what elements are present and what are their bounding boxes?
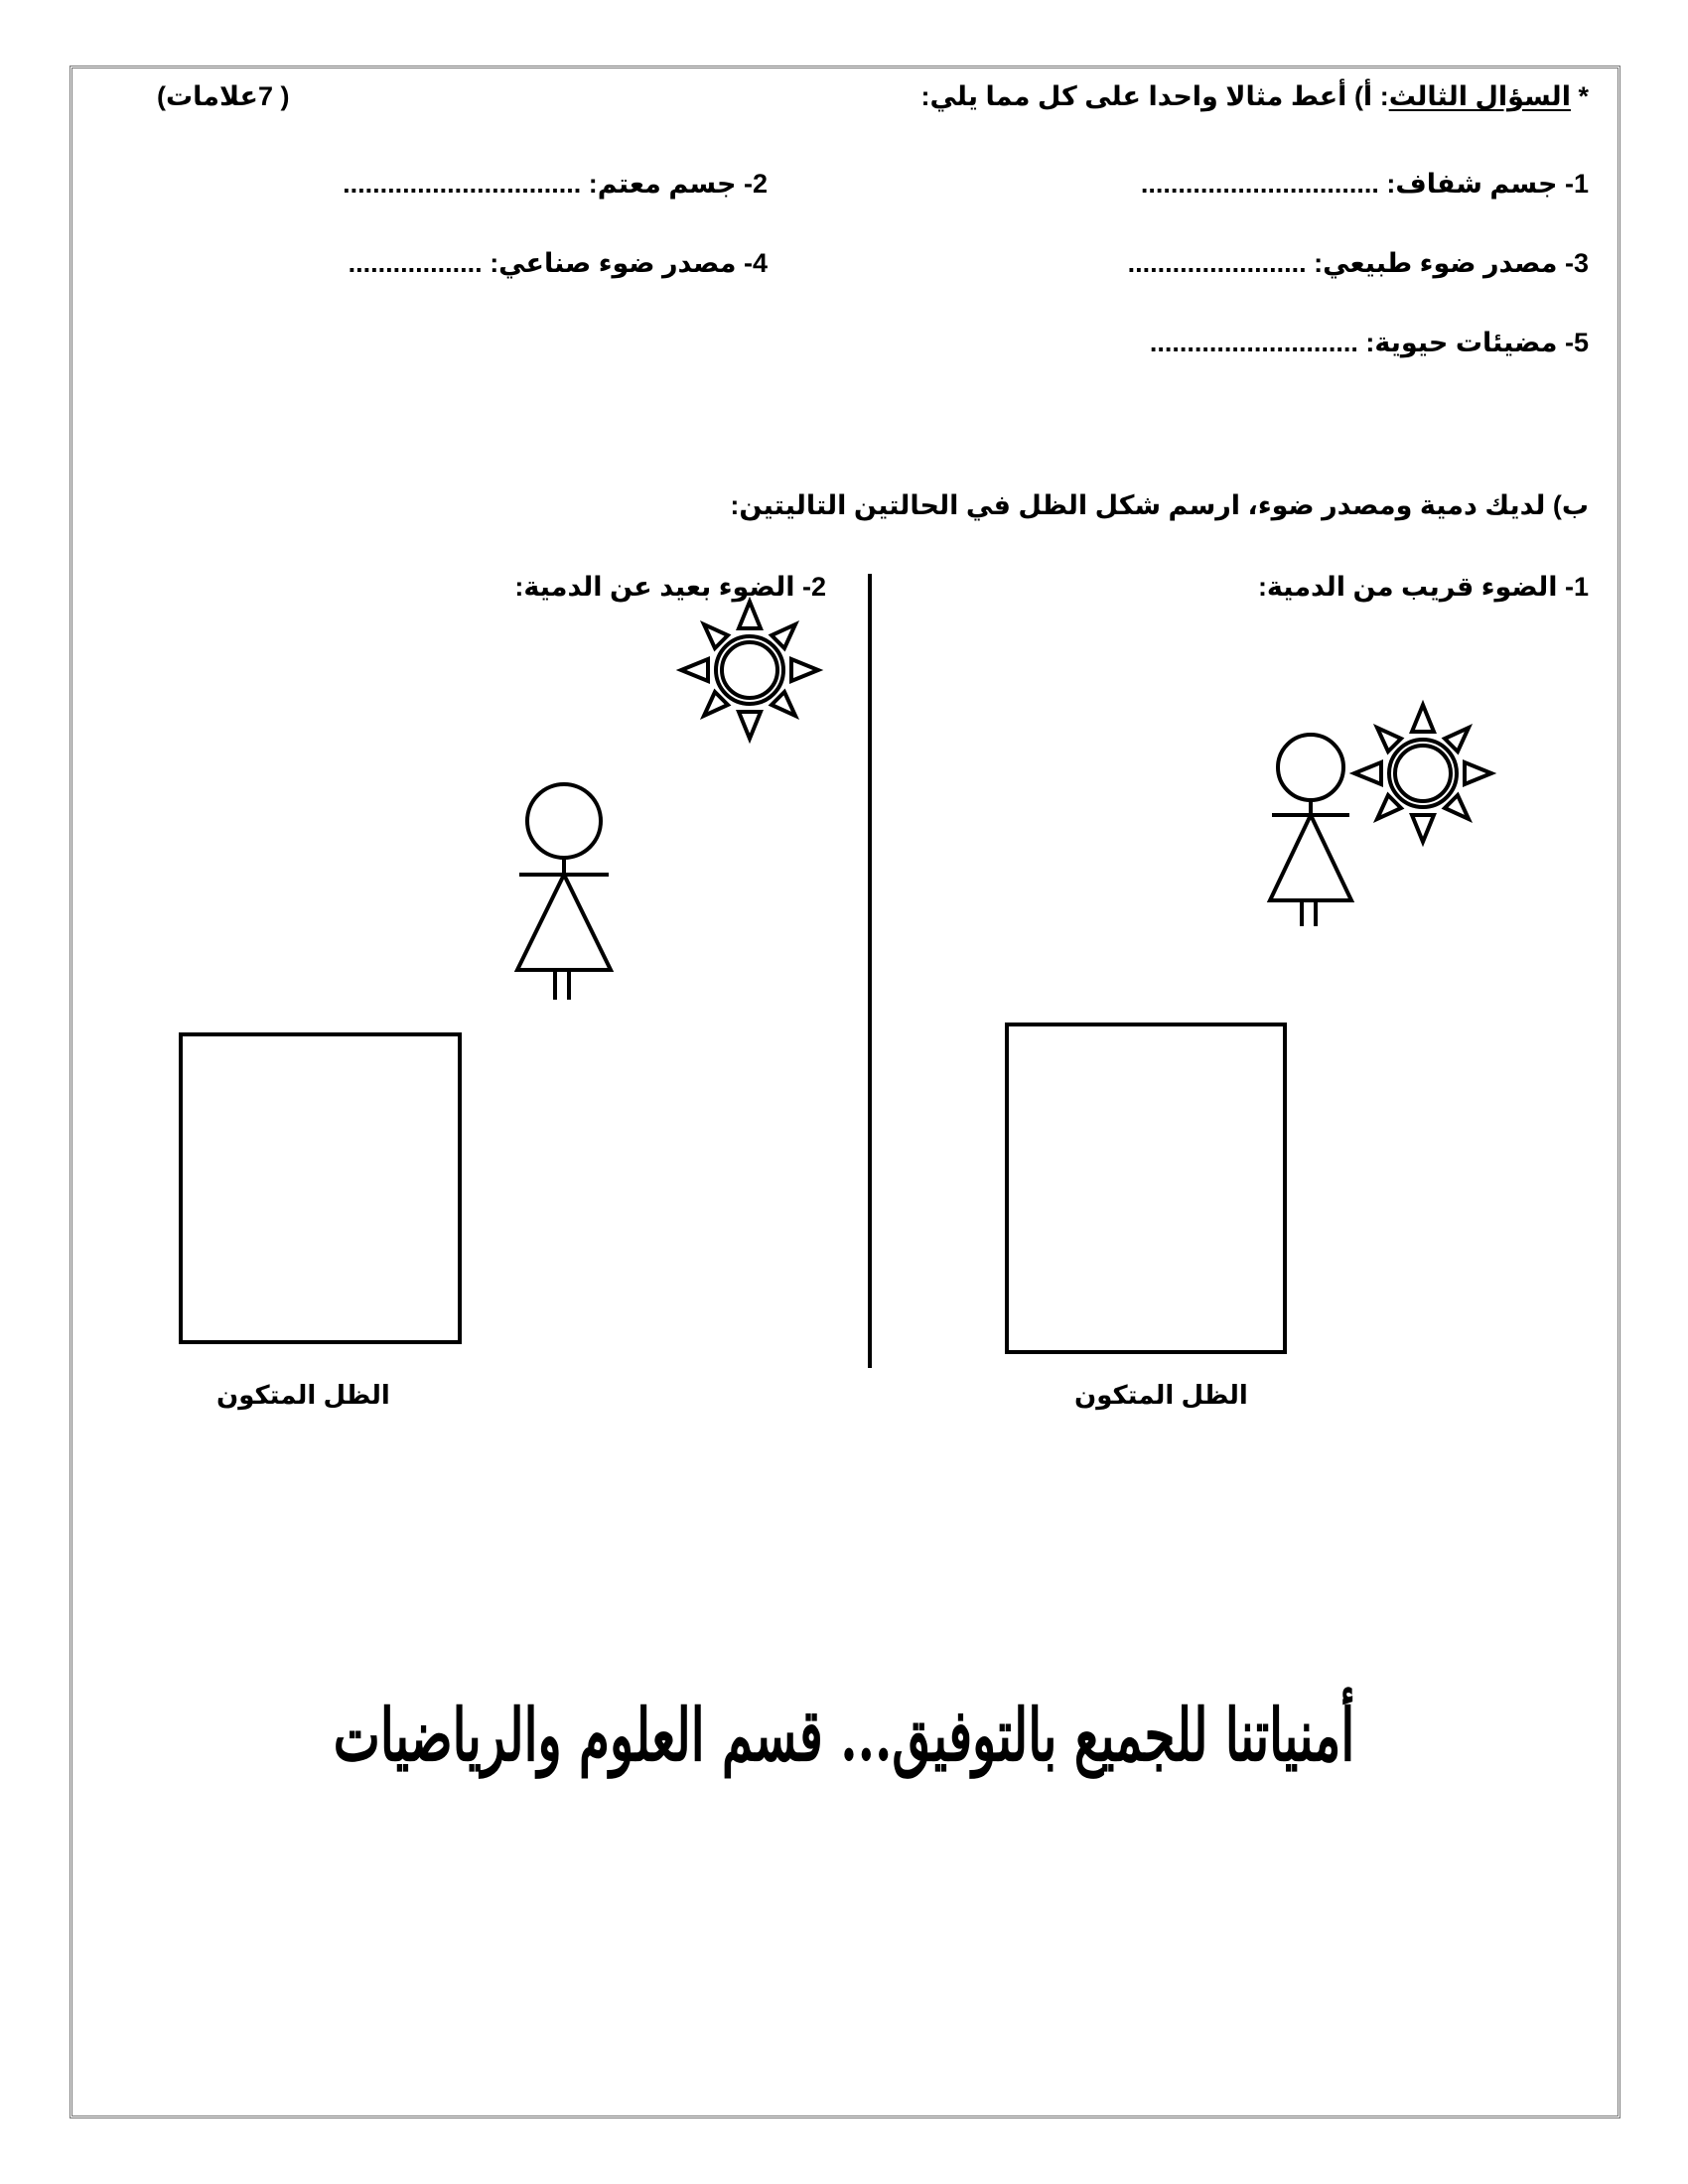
shadow-caption-case-2: الظل المتكون [216, 1380, 390, 1410]
sun-icon [1348, 699, 1497, 848]
column-divider [868, 574, 872, 1368]
item-3-blank[interactable]: ........................ [1127, 248, 1307, 278]
item-2-label: 2- جسم معتم: [588, 169, 768, 199]
question-star: * [1578, 81, 1589, 111]
item-1-label: 1- جسم شفاف: [1386, 169, 1589, 199]
item-5 [1150, 326, 1589, 359]
doll-icon [1256, 730, 1365, 928]
shadow-caption-case-1: الظل المتكون [1074, 1380, 1248, 1410]
item-4-blank[interactable]: .................. [348, 248, 483, 278]
case-2-label: 2- الضوء بعيد عن الدمية: [514, 572, 826, 602]
item-4 [349, 246, 768, 280]
question-colon: : [1379, 81, 1389, 111]
item-3 [1128, 246, 1589, 280]
case-1-label: 1- الضوء قريب من الدمية: [1257, 572, 1589, 602]
sun-icon [675, 596, 824, 745]
part-b-prompt: ب) لديك دمية ومصدر ضوء، ارسم شكل الظل في الحالتين التاليتين: [730, 490, 1589, 520]
item-2 [343, 167, 768, 201]
question-title: السؤال الثالث [1388, 81, 1571, 111]
item-5-label: 5- مضيئات حيوية: [1365, 328, 1589, 357]
shadow-drawing-box-case-2[interactable] [179, 1032, 462, 1344]
shadow-drawing-box-case-1[interactable] [1005, 1023, 1287, 1354]
item-1-blank[interactable]: ................................ [1140, 169, 1379, 199]
item-4-label: 4- مصدر ضوء صناعي: [490, 248, 768, 278]
footer-wishes: أمنياتنا للجميع بالتوفيق... قسم العلوم والرياضيات [333, 1692, 1355, 1778]
item-5-blank[interactable]: ............................ [1149, 328, 1358, 357]
question-heading [920, 79, 1589, 113]
item-3-label: 3- مصدر ضوء طبيعي: [1314, 248, 1589, 278]
item-2-blank[interactable]: ................................ [343, 169, 582, 199]
item-1 [1141, 167, 1589, 201]
doll-icon [501, 779, 631, 1008]
marks-label: ( 7علامات) [157, 81, 290, 111]
part-a-instruction: أ) أعط مثالا واحدا على كل مما يلي: [920, 81, 1380, 111]
